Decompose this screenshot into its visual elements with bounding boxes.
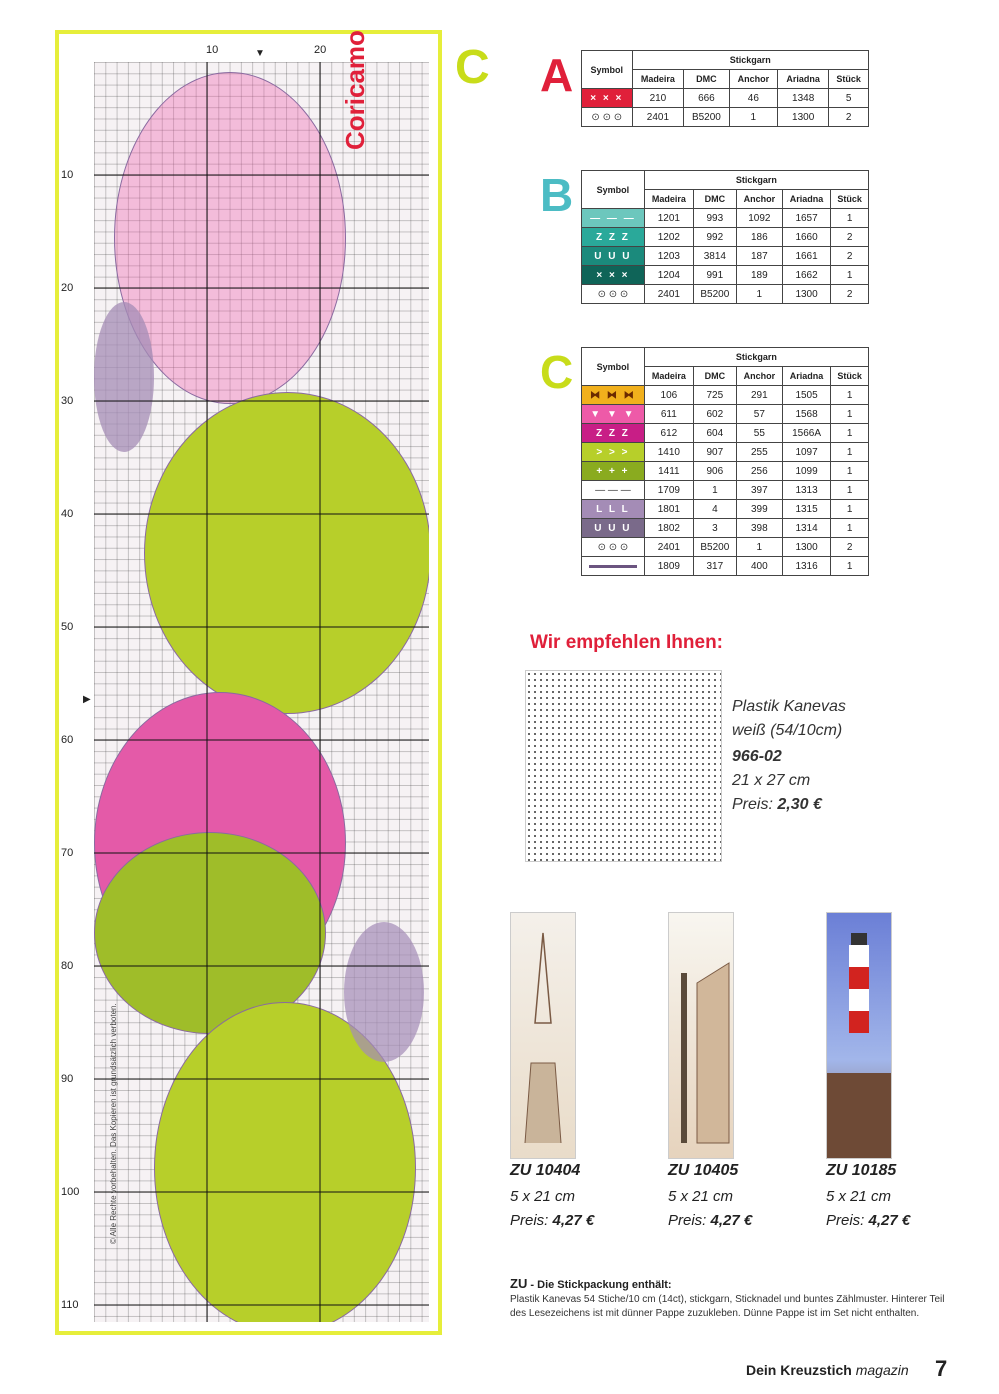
madeira-cell: 1411	[644, 462, 693, 481]
table-row	[582, 500, 869, 519]
magazine-name: Dein Kreuzstich	[746, 1362, 852, 1378]
bookmark-size: 5 x 21 cm	[510, 1188, 576, 1205]
anchor-cell: 57	[736, 405, 782, 424]
bookmark-code: ZU 10404	[510, 1162, 581, 1179]
madeira-cell: 1204	[644, 266, 693, 285]
row-label-100: 100	[61, 1186, 80, 1198]
dmc-cell: B5200	[693, 538, 736, 557]
canvas-code: 966-02	[732, 748, 782, 765]
stueck-header: Stück	[829, 70, 869, 89]
table-row	[582, 228, 869, 247]
row-label-60: 60	[61, 734, 74, 746]
bookmark-price-line	[826, 1212, 910, 1229]
dmc-cell: B5200	[684, 108, 729, 127]
stickgarn-header: Stickgarn	[644, 171, 868, 190]
symbol-cell: ⊙ ⊙ ⊙	[582, 108, 633, 127]
madeira-cell: 1709	[644, 481, 693, 500]
anchor-cell: 55	[736, 424, 782, 443]
backstitch-line-icon	[589, 565, 637, 568]
bookmark-size: 5 x 21 cm	[668, 1188, 734, 1205]
stueck-cell: 1	[831, 557, 869, 576]
ariadna-cell: 1566A	[782, 424, 830, 443]
row-label-40: 40	[61, 508, 74, 520]
bookmark-code: ZU 10405	[668, 1162, 739, 1179]
kit-code-prefix: ZU	[510, 1276, 528, 1291]
anchor-cell: 397	[736, 481, 782, 500]
symbol-cell: + + +	[582, 462, 645, 481]
stueck-cell: 1	[831, 443, 869, 462]
stueck-cell: 1	[831, 500, 869, 519]
section-letter: C	[455, 41, 490, 94]
plastic-canvas-image	[525, 670, 722, 862]
canvas-name: Plastik Kanevas	[732, 698, 846, 715]
dmc-cell: B5200	[693, 285, 736, 304]
madeira-cell: 1410	[644, 443, 693, 462]
ariadna-cell: 1099	[782, 462, 830, 481]
symbol-header: Symbol	[582, 171, 645, 209]
bookmark-image-eiffel	[510, 912, 576, 1159]
madeira-header: Madeira	[632, 70, 684, 89]
bookmark-image-street	[668, 912, 734, 1159]
stueck-cell: 2	[831, 247, 869, 266]
madeira-cell: 2401	[632, 108, 684, 127]
major-grid	[94, 62, 429, 1322]
bookmark-price: 4,27 €	[868, 1212, 911, 1229]
dmc-cell: 602	[693, 405, 736, 424]
kit-heading-text: - Die Stickpackung enthält:	[527, 1279, 672, 1291]
brand-watermark: Coricamo	[340, 30, 370, 150]
bookmark-price-line	[668, 1212, 752, 1229]
price-label: Preis:	[510, 1212, 549, 1229]
key-a-letter: A	[540, 49, 574, 101]
madeira-cell: 1202	[644, 228, 693, 247]
stueck-cell: 1	[831, 209, 869, 228]
anchor-header: Anchor	[736, 367, 782, 386]
street-lamp-icon	[669, 913, 733, 1158]
row-label-10: 10	[61, 169, 74, 181]
dmc-cell: 993	[693, 209, 736, 228]
table-row	[582, 285, 869, 304]
anchor-cell: 186	[736, 228, 782, 247]
table-row	[582, 481, 869, 500]
ariadna-cell: 1300	[778, 108, 829, 127]
ariadna-cell: 1300	[782, 285, 830, 304]
dmc-cell: 992	[693, 228, 736, 247]
dmc-cell: 4	[693, 500, 736, 519]
madeira-cell: 2401	[644, 285, 693, 304]
madeira-cell: 1801	[644, 500, 693, 519]
anchor-cell: 400	[736, 557, 782, 576]
page-number: 7	[935, 1356, 948, 1381]
ariadna-cell: 1097	[782, 443, 830, 462]
rights-note: © Alle Rechte vorbehalten. Das Kopieren ist grundsätzlich verboten.	[109, 1003, 118, 1244]
symbol-cell: U U U	[582, 247, 645, 266]
magazine-suffix: magazin	[855, 1362, 909, 1378]
table-row	[582, 89, 869, 108]
anchor-cell: 1092	[736, 209, 782, 228]
dmc-cell: 1	[693, 481, 736, 500]
stueck-cell: 1	[831, 424, 869, 443]
symbol-cell: > > >	[582, 443, 645, 462]
symbol-header: Symbol	[582, 51, 633, 89]
bookmark-size: 5 x 21 cm	[826, 1188, 892, 1205]
center-arrow-top-icon: ▼	[255, 48, 265, 59]
table-row	[582, 386, 869, 405]
madeira-cell: 210	[632, 89, 684, 108]
anchor-header: Anchor	[729, 70, 778, 89]
symbol-cell: ⧓ ⧓ ⧓	[582, 386, 645, 405]
symbol-cell: — — —	[582, 481, 645, 500]
row-label-30: 30	[61, 395, 74, 407]
ariadna-header: Ariadna	[782, 367, 830, 386]
anchor-cell: 1	[736, 538, 782, 557]
madeira-cell: 611	[644, 405, 693, 424]
table-row	[582, 538, 869, 557]
symbol-cell: × × ×	[582, 89, 633, 108]
ariadna-cell: 1660	[782, 228, 830, 247]
table-row	[582, 209, 869, 228]
table-row	[582, 108, 869, 127]
stueck-cell: 2	[829, 108, 869, 127]
table-row	[582, 266, 869, 285]
price-label: Preis:	[732, 796, 773, 813]
table-row	[582, 557, 869, 576]
table-row	[582, 462, 869, 481]
stueck-cell: 1	[831, 386, 869, 405]
col-label-20: 20	[314, 44, 327, 56]
table-row	[582, 247, 869, 266]
ariadna-cell: 1662	[782, 266, 830, 285]
dmc-header: DMC	[693, 190, 736, 209]
chart-frame	[55, 30, 442, 1335]
stickgarn-header: Stickgarn	[644, 348, 868, 367]
table-row	[582, 519, 869, 538]
madeira-cell: 1201	[644, 209, 693, 228]
anchor-cell: 398	[736, 519, 782, 538]
canvas-size: 21 x 27 cm	[732, 772, 811, 789]
canvas-spec: weiß (54/10cm)	[732, 722, 843, 739]
madeira-header: Madeira	[644, 367, 693, 386]
ariadna-cell: 1313	[782, 481, 830, 500]
madeira-cell: 1802	[644, 519, 693, 538]
anchor-cell: 291	[736, 386, 782, 405]
madeira-cell: 1809	[644, 557, 693, 576]
anchor-cell: 46	[729, 89, 778, 108]
row-label-110: 110	[61, 1299, 79, 1311]
row-label-50: 50	[61, 621, 74, 633]
dmc-cell: 725	[693, 386, 736, 405]
bookmark-price: 4,27 €	[552, 1212, 595, 1229]
anchor-cell: 256	[736, 462, 782, 481]
anchor-cell: 187	[736, 247, 782, 266]
stueck-cell: 1	[831, 462, 869, 481]
stueck-cell: 2	[831, 538, 869, 557]
stueck-cell: 1	[831, 481, 869, 500]
symbol-cell: Z Z Z	[582, 424, 645, 443]
bookmark-image-lighthouse	[826, 912, 892, 1159]
dmc-cell: 317	[693, 557, 736, 576]
symbol-cell: ▼ ▼ ▼	[582, 405, 645, 424]
symbol-cell: U U U	[582, 519, 645, 538]
ariadna-cell: 1505	[782, 386, 830, 405]
dmc-header: DMC	[684, 70, 729, 89]
dmc-cell: 991	[693, 266, 736, 285]
ariadna-cell: 1316	[782, 557, 830, 576]
key-c-table	[581, 347, 869, 576]
ariadna-cell: 1661	[782, 247, 830, 266]
stueck-header: Stück	[831, 190, 869, 209]
ariadna-cell: 1657	[782, 209, 830, 228]
stitch-grid	[94, 62, 429, 1322]
symbol-cell: Z Z Z	[582, 228, 645, 247]
anchor-cell: 1	[736, 285, 782, 304]
price-label: Preis:	[668, 1212, 707, 1229]
dmc-cell: 604	[693, 424, 736, 443]
key-b-table	[581, 170, 869, 304]
dmc-header: DMC	[693, 367, 736, 386]
stueck-cell: 2	[831, 228, 869, 247]
stueck-cell: 1	[831, 519, 869, 538]
bookmark-code: ZU 10185	[826, 1162, 897, 1179]
anchor-header: Anchor	[736, 190, 782, 209]
dmc-cell: 666	[684, 89, 729, 108]
eiffel-tower-icon	[511, 913, 575, 1158]
row-label-80: 80	[61, 960, 74, 972]
madeira-cell: 1203	[644, 247, 693, 266]
dmc-cell: 3814	[693, 247, 736, 266]
ariadna-cell: 1568	[782, 405, 830, 424]
madeira-header: Madeira	[644, 190, 693, 209]
dmc-cell: 3	[693, 519, 736, 538]
ariadna-header: Ariadna	[782, 190, 830, 209]
ariadna-cell: 1300	[782, 538, 830, 557]
key-b-letter: B	[540, 169, 574, 221]
symbol-cell: L L L	[582, 500, 645, 519]
stueck-cell: 5	[829, 89, 869, 108]
symbol-header: Symbol	[582, 348, 645, 386]
madeira-cell: 2401	[644, 538, 693, 557]
ariadna-cell: 1315	[782, 500, 830, 519]
stueck-cell: 2	[831, 285, 869, 304]
table-row	[582, 405, 869, 424]
anchor-cell: 399	[736, 500, 782, 519]
canvas-price: 2,30 €	[777, 796, 822, 813]
ariadna-header: Ariadna	[778, 70, 829, 89]
ariadna-cell: 1314	[782, 519, 830, 538]
dmc-cell: 906	[693, 462, 736, 481]
magazine-footer	[746, 1362, 909, 1378]
madeira-cell: 106	[644, 386, 693, 405]
dmc-cell: 907	[693, 443, 736, 462]
row-label-90: 90	[61, 1073, 74, 1085]
ariadna-cell: 1348	[778, 89, 829, 108]
kit-contents-text: Plastik Kanevas 54 Stiche/10 cm (14ct), stickgarn, Sticknadel und buntes Zählmuster. Hinterer Teil des Lesezeichens ist mit dünner Pappe zuzukleben. Dünne Pappe ist im Set nicht enthalten.	[510, 1294, 945, 1319]
table-row	[582, 443, 869, 462]
center-arrow-left-icon: ▶	[83, 694, 91, 705]
col-label-10: 10	[206, 44, 219, 56]
symbol-cell: — — —	[582, 209, 645, 228]
stueck-cell: 1	[831, 405, 869, 424]
stueck-header: Stück	[831, 367, 869, 386]
anchor-cell: 1	[729, 108, 778, 127]
kit-contents-heading	[510, 1276, 672, 1291]
table-row	[582, 424, 869, 443]
key-c-letter: C	[540, 346, 574, 398]
bookmark-price-line	[510, 1212, 594, 1229]
row-label-70: 70	[61, 847, 74, 859]
anchor-cell: 189	[736, 266, 782, 285]
key-a-table	[581, 50, 869, 127]
price-label: Preis:	[826, 1212, 865, 1229]
bookmark-price: 4,27 €	[710, 1212, 753, 1229]
stickgarn-header: Stickgarn	[632, 51, 868, 70]
anchor-cell: 255	[736, 443, 782, 462]
madeira-cell: 612	[644, 424, 693, 443]
row-label-20: 20	[61, 282, 74, 294]
backstitch-symbol-cell	[582, 557, 645, 576]
lighthouse-icon	[827, 913, 891, 1158]
symbol-cell: ⊙ ⊙ ⊙	[582, 285, 645, 304]
canvas-price-line	[732, 796, 822, 814]
symbol-cell: × × ×	[582, 266, 645, 285]
symbol-cell: ⊙ ⊙ ⊙	[582, 538, 645, 557]
recommend-heading: Wir empfehlen Ihnen:	[530, 632, 724, 653]
stueck-cell: 1	[831, 266, 869, 285]
